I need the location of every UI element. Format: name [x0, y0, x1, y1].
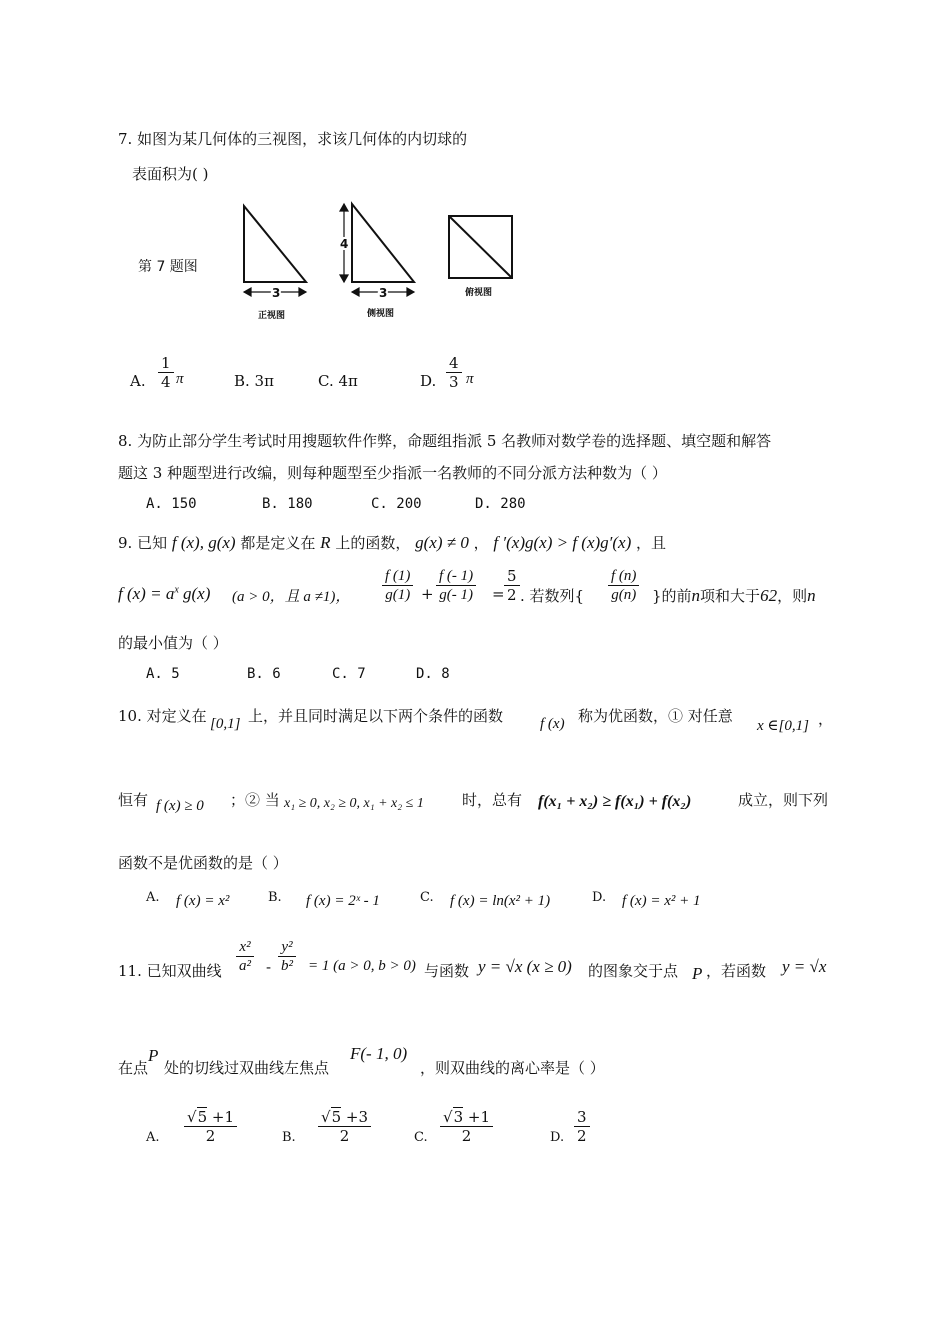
q10-option-c[interactable]: f (x) = ln(x² + 1)	[450, 893, 551, 909]
q11-option-c-label[interactable]: C.	[414, 1130, 428, 1145]
q10-line1a: 10. 对定义在	[118, 707, 207, 725]
q9-frac-fn-gn: $\frac{f (n)}{g(n)}$	[608, 567, 639, 604]
top-view	[449, 216, 512, 278]
q9-line3: 的最小值为（ ）	[118, 634, 228, 652]
q7-d-den: 3	[449, 373, 459, 391]
q11-option-d[interactable]: $\frac{3}{2}$	[574, 1108, 590, 1145]
q7-a-den: 4	[161, 373, 171, 391]
q9-eq: =	[492, 585, 505, 603]
q9-option-d[interactable]: D. 8	[416, 666, 450, 682]
q11-l2b: 处的切线过双曲线左焦点	[164, 1059, 330, 1077]
q10-option-b[interactable]: f (x) = 2ˣ - 1	[306, 893, 380, 909]
q11-option-d-label[interactable]: D.	[550, 1130, 565, 1145]
q11-frac-x2-a2: $\frac{\text{x²}}{\text{a²}}$	[236, 938, 254, 975]
q11-minus: -	[266, 958, 272, 976]
q10-option-b-label[interactable]: B.	[268, 890, 282, 905]
q11-l1a: 11. 已知双曲线	[118, 962, 222, 980]
q10-cond2: x₁ ≥ 0, x₂ ≥ 0, x₁ + x₂ ≤ 1	[284, 796, 424, 811]
q10-line1c: 称为优函数，① 对任意	[578, 707, 733, 725]
q7-option-d-label[interactable]: D.	[420, 372, 437, 390]
q10-comma: ，	[818, 710, 834, 728]
side-view-label: 侧视图	[367, 309, 395, 319]
q10-x-in: x ∈[0,1]	[757, 718, 809, 734]
q8-line1: 8. 为防止部分学生考试时用搜题软件作弊，命题组指派 5 名教师对数学卷的选择题、填空题和解答	[118, 432, 772, 450]
front-view-dim-label: 3	[272, 286, 281, 300]
q10-line2a: 恒有	[118, 791, 149, 809]
q10-line2c: 时，总有	[462, 791, 523, 809]
q8-option-a[interactable]: A. 150	[146, 496, 197, 512]
side-view-width-label: 3	[379, 286, 388, 300]
q9-deriv-ineq: f ′(x)g(x) > f (x)g′(x)	[493, 533, 632, 552]
q11-l1d: ，若函数	[706, 962, 767, 980]
q7-a-num: 1	[158, 354, 174, 373]
front-view	[244, 206, 306, 282]
q9-l1b: 都是定义在	[240, 534, 316, 552]
q9-l2b: . 若数列{	[520, 587, 585, 605]
q11-l2c: ，则双曲线的离心率是（ ）	[420, 1059, 605, 1077]
q9-option-c[interactable]: C. 7	[332, 666, 366, 682]
q9-frac-fm1-gm1: $\frac{f (- 1)}{g(- 1)}$	[436, 567, 476, 604]
q9-l1a: 9. 已知	[118, 534, 168, 552]
q11-frac-y2-b2: $\frac{\text{y²}}{\text{b²}}$	[278, 938, 296, 975]
q9-def-fx: f $(x) = a^x$ g(x)	[118, 584, 211, 603]
q9-fx-gx: f (x), g(x)	[171, 533, 236, 552]
q9-plus: +	[421, 585, 434, 603]
q11-eq1: = 1 (a > 0, b > 0)	[308, 958, 416, 974]
q7-d-pi: π	[466, 371, 474, 387]
q7-option-c[interactable]: C. 4π	[318, 372, 358, 390]
q10-interval: [0,1]	[210, 716, 241, 732]
q11-option-a-label[interactable]: A.	[146, 1130, 160, 1145]
q9-R: R	[320, 533, 331, 552]
q9-frac-f1-g1: $\frac{f (1)}{g(1)}$	[382, 567, 413, 604]
side-view	[352, 204, 414, 282]
front-view-label: 正视图	[258, 311, 286, 321]
q10-line2b: ；② 当	[230, 791, 280, 809]
q9-option-b[interactable]: B. 6	[247, 666, 281, 682]
q7-d-num: 4	[446, 354, 462, 373]
q10-line1b: 上，并且同时满足以下两个条件的函数	[248, 707, 504, 725]
q8-option-b[interactable]: B. 180	[262, 496, 313, 512]
q10-option-d[interactable]: f (x) = x² + 1	[622, 893, 701, 909]
q9-l1d: ，且	[636, 534, 667, 552]
side-view-height-label: 4	[340, 237, 349, 251]
q7-option-a-label[interactable]: A.	[130, 372, 146, 390]
q11-P1: P	[692, 964, 703, 983]
q11-P2: P	[148, 1046, 159, 1065]
q11-option-c[interactable]: $\frac{√3 +1}{2}$	[440, 1108, 493, 1145]
q9-cond: (a > 0，且 a ≠1)，	[232, 589, 351, 605]
q11-yfun2: y = √x	[782, 957, 827, 976]
q7-option-d-fraction[interactable]	[446, 354, 462, 391]
q7-line2: 表面积为( )	[132, 165, 209, 183]
q10-option-d-label[interactable]: D.	[592, 890, 607, 905]
q11-F: F(- 1, 0)	[350, 1044, 408, 1063]
q11-line1	[118, 938, 838, 990]
q11-option-b-label[interactable]: B.	[282, 1130, 296, 1145]
q11-line2	[118, 1040, 838, 1077]
q9-frac-5-2: $\frac{5}{2}$	[504, 567, 520, 604]
q10-option-a-label[interactable]: A.	[146, 890, 160, 905]
q7-option-a-fraction[interactable]	[158, 354, 174, 391]
q11-l1b: 与函数	[424, 962, 470, 980]
q8-option-c[interactable]: C. 200	[371, 496, 422, 512]
q11-l1c: 的图象交于点	[588, 962, 679, 980]
q9-l2c: }的前n项和大于62，则n	[652, 586, 816, 605]
q10-fx-ge0: f (x) ≥ 0	[156, 798, 204, 814]
q10-fx: f (x)	[540, 716, 565, 732]
q7-option-b[interactable]: B. 3π	[234, 372, 274, 390]
q10-line2d: 成立，则下列	[738, 791, 829, 809]
q8-option-d[interactable]: D. 280	[475, 496, 526, 512]
q7-line1: 7. 如图为某几何体的三视图，求该几何体的内切球的	[118, 130, 468, 148]
three-view-figure	[236, 196, 526, 326]
q8-line2: 题这 3 种题型进行改编，则每种题型至少指派一名教师的不同分派方法种数为（ ）	[118, 464, 667, 482]
q10-option-a[interactable]: f (x) = x²	[176, 893, 230, 909]
q11-option-b[interactable]: $\frac{√5 +3}{2}$	[318, 1108, 371, 1145]
q9-option-a[interactable]: A. 5	[146, 666, 180, 682]
q11-yfun: y = √x (x ≥ 0)	[478, 957, 572, 976]
q11-l2a: 在点	[118, 1059, 149, 1077]
q10-ineq: f(x₁ + x₂) ≥ f(x₁) + f(x₂)	[538, 793, 692, 810]
q9-gx-ne0: g(x) ≠ 0	[415, 533, 469, 552]
q7-figure-caption: 第 7 题图	[138, 259, 198, 275]
q11-option-a[interactable]: $\frac{√5 +1}{2}$	[184, 1108, 237, 1145]
q11-options	[146, 1108, 606, 1162]
q9-l1c: 上的函数，	[335, 534, 411, 552]
q10-option-c-label[interactable]: C.	[420, 890, 434, 905]
top-view-label: 俯视图	[465, 288, 493, 298]
q9-line1: 9. 已知 f (x), g(x) 都是定义在 R 上的函数， g(x) ≠ 0 ， f ′(x)g(x) > f (x)g′(x) ，且	[118, 533, 667, 552]
q7-a-pi: π	[176, 371, 184, 387]
q10-line3: 函数不是优函数的是（ ）	[118, 854, 288, 872]
